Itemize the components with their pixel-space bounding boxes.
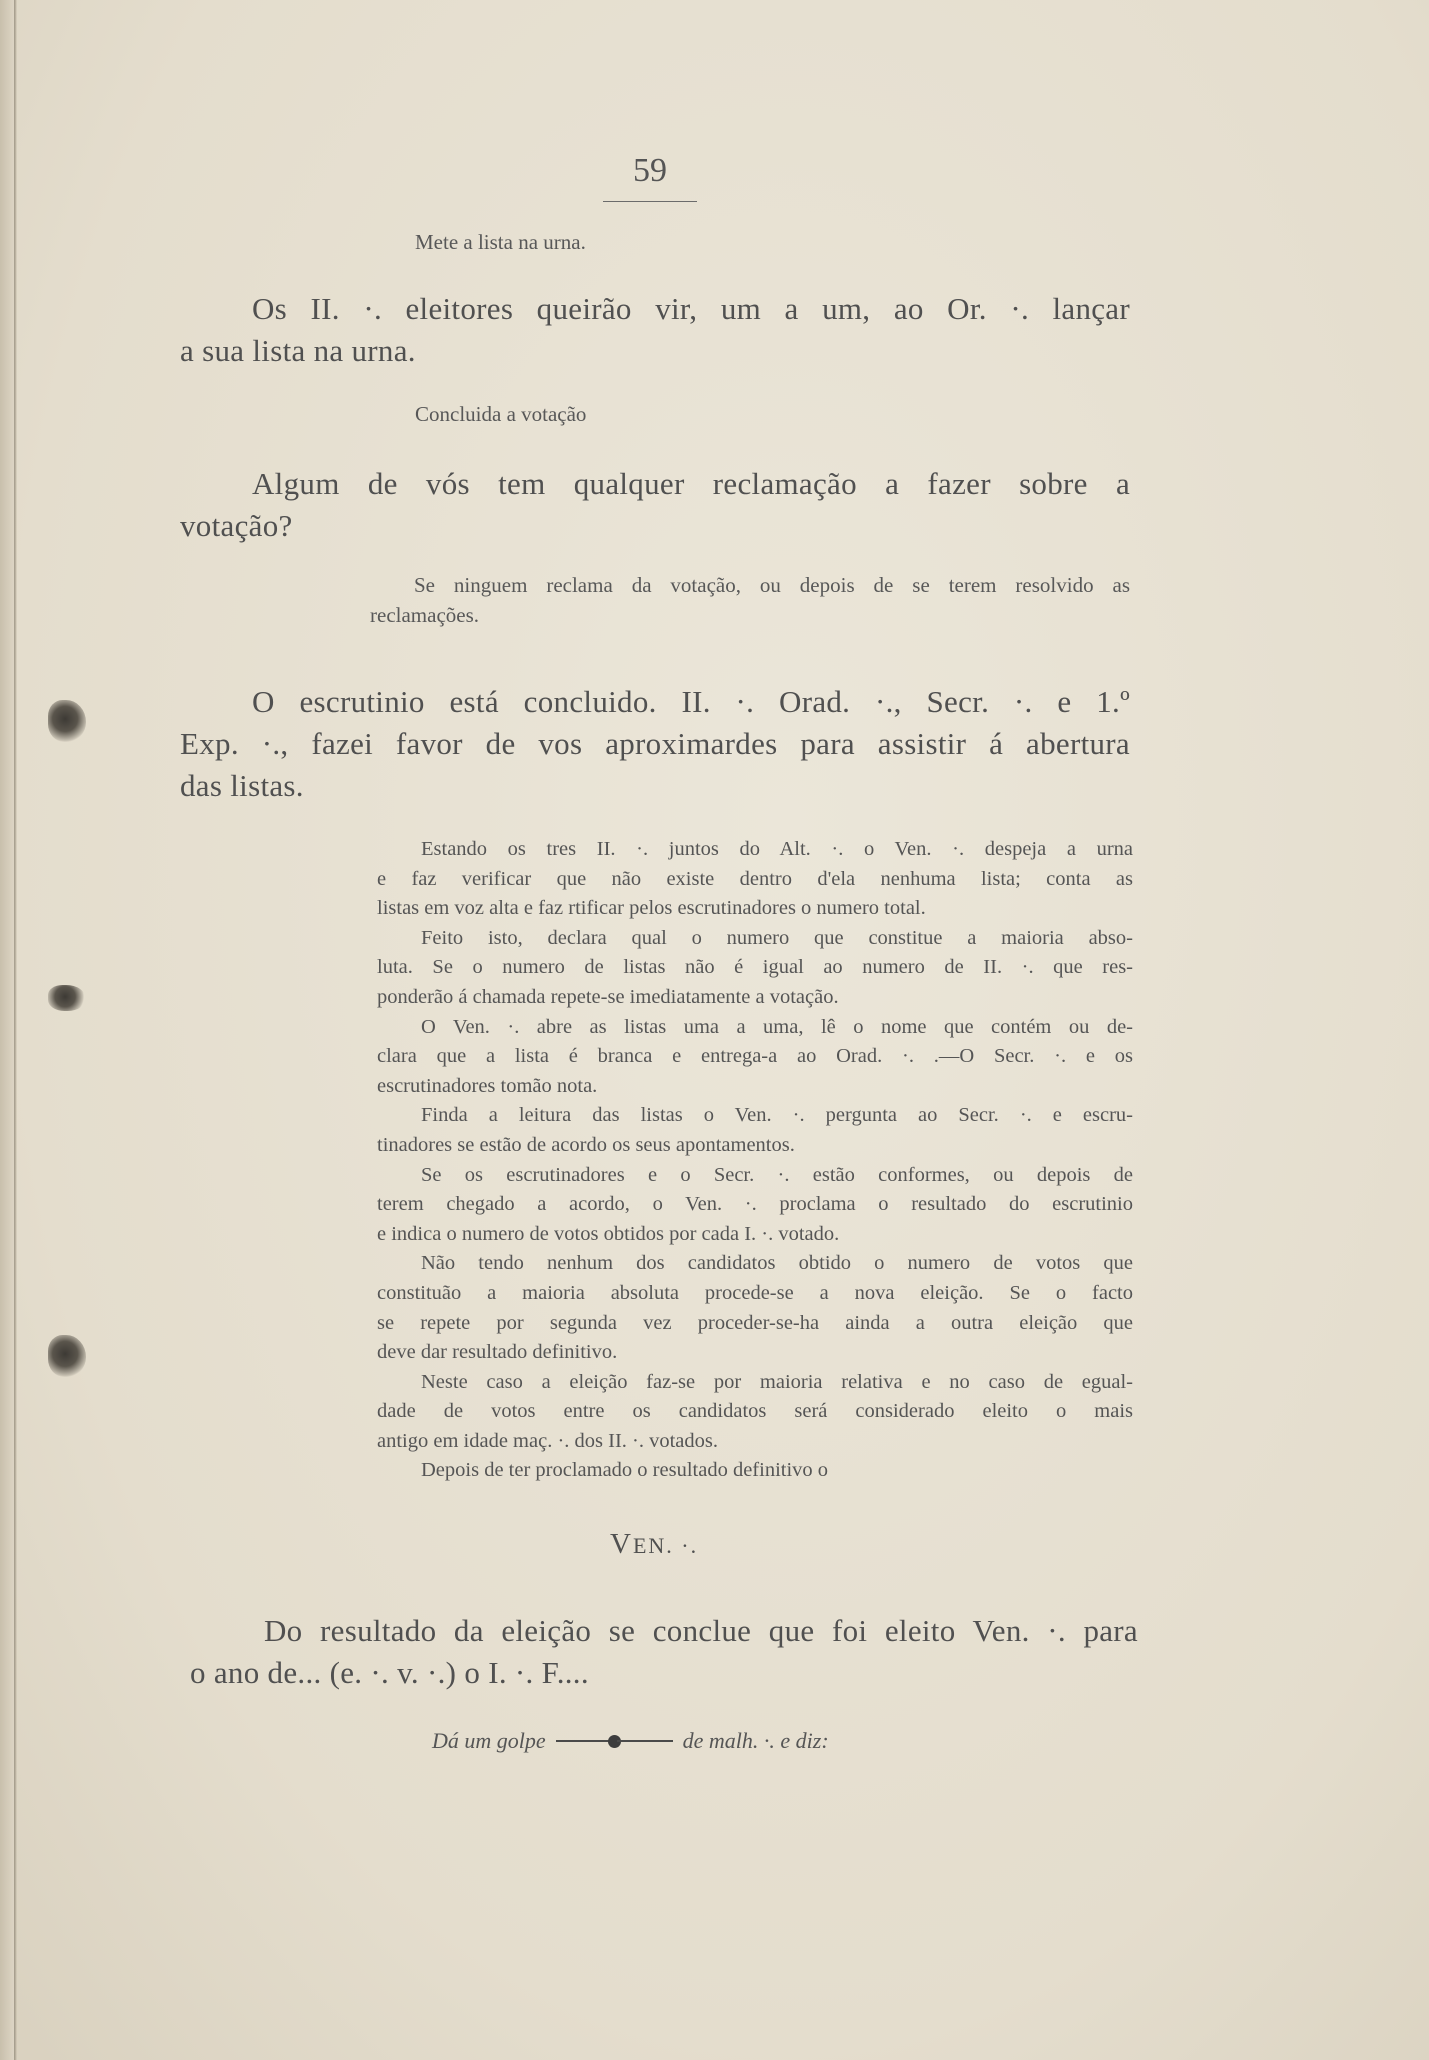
procedure-line-19: Neste caso a eleição faz-se por maioria relativa e no caso de egual- (421, 1370, 1133, 1393)
speech-4-line-1: Do resultado da eleição se conclue que foi eleito Ven. ·. para (264, 1613, 1138, 1648)
procedure-line-10: Finda a leitura das listas o Ven. ·. pergunta ao Secr. ·. e escru- (421, 1104, 1133, 1127)
speech-2 (180, 463, 1130, 547)
procedure-line-2: e faz verificar que não existe dentro d'ela nenhuma lista; conta as (377, 867, 1133, 890)
stage-direction-3-line-2: reclamações. (370, 603, 480, 627)
procedure-line-14: e indica o numero de votos obtidos por cada I. ·. votado. (377, 1222, 840, 1245)
binding-edge (14, 0, 17, 2060)
speech-4 (190, 1610, 1138, 1694)
gavel-rule-right (617, 1740, 673, 1742)
page-number-rule (603, 201, 697, 202)
procedure-line-6: ponderão á chamada repete-se imediatamente a votação. (377, 985, 839, 1008)
procedure-line-7: O Ven. ·. abre as listas uma a uma, lê o nome que contém ou de- (421, 1015, 1133, 1038)
speech-2-line-2: votação? (180, 508, 293, 543)
speech-3-line-3: das listas. (180, 768, 304, 803)
closing-text-after: de malh. ·. e diz: (682, 1728, 829, 1753)
procedure-line-22: Depois de ter proclamado o resultado definitivo o (421, 1459, 829, 1482)
closing-stage-direction (432, 1728, 829, 1754)
speech-3-line-1: O escrutinio está concluido. II. ·. Orad. ·., Secr. ·. e 1.º (252, 684, 1130, 719)
speech-3-line-2: Exp. ·., fazei favor de vos aproximardes para assistir á abertura (180, 726, 1130, 761)
stage-direction-1: Mete a lista na urna. (415, 230, 586, 254)
stage-direction-3-line-1: Se ninguem reclama da votação, ou depois de se terem resolvido as (414, 573, 1130, 597)
punch-hole-3 (48, 1335, 86, 1377)
procedure-line-17: se repete por segunda vez proceder-se-ha ainda a outra eleição que (377, 1311, 1133, 1334)
speech-1-line-1: Os II. ·. eleitores queirão vir, um a um, ao Or. ·. lançar (252, 291, 1130, 326)
procedure-line-9: escrutinadores tomão nota. (377, 1074, 598, 1097)
procedure-line-16: constituão a maioria absoluta procede-se a nova eleição. Se o facto (377, 1281, 1133, 1304)
procedure-line-1: Estando os tres II. ·. juntos do Alt. ·. o Ven. ·. despeja a urna (421, 838, 1133, 860)
speech-4-line-2: o ano de... (e. ·. v. ·.) o I. ·. F.... (190, 1655, 589, 1690)
speaker-rest: EN. ·. (632, 1533, 699, 1558)
procedure-line-11: tinadores se estão de acordo os seus apontamentos. (377, 1133, 795, 1156)
procedure-text (377, 835, 1133, 1486)
procedure-line-12: Se os escrutinadores e o Secr. ·. estão conformes, ou depois de (421, 1163, 1133, 1186)
stage-direction-3 (370, 570, 1130, 630)
gavel-knock-mark (556, 1735, 673, 1748)
speech-3 (180, 681, 1130, 807)
punch-hole-1 (48, 700, 86, 742)
procedure-line-3: listas em voz alta e faz rtificar pelos escrutinadores o numero total. (377, 897, 926, 920)
page-number: 59 (633, 152, 667, 189)
speech-1-line-2: a sua lista na urna. (180, 333, 416, 368)
punch-hole-2 (48, 985, 86, 1011)
procedure-line-21: antigo em idade maç. ·. dos II. ·. votados. (377, 1429, 719, 1452)
binding-shadow (0, 0, 14, 2060)
stage-direction-2: Concluida a votação (415, 402, 587, 426)
procedure-line-15: Não tendo nenhum dos candidatos obtido o numero de votos que (421, 1252, 1133, 1275)
procedure-line-20: dade de votos entre os candidatos será considerado eleito o mais (377, 1400, 1133, 1423)
closing-text-before: Dá um golpe (432, 1728, 546, 1753)
speaker-label (610, 1528, 698, 1561)
speech-2-line-1: Algum de vós tem qualquer reclamação a fazer sobre a (252, 466, 1130, 501)
procedure-line-4: Feito isto, declara qual o numero que constitue a maioria abso- (421, 926, 1133, 949)
speaker-initial: V (610, 1528, 633, 1560)
speech-1 (180, 288, 1130, 372)
procedure-line-18: deve dar resultado definitivo. (377, 1341, 618, 1364)
procedure-line-5: luta. Se o numero de listas não é igual ao numero de II. ·. que res- (377, 956, 1133, 979)
procedure-line-8: clara que a lista é branca e entrega-a ao Orad. ·. .—O Secr. ·. e os (377, 1045, 1133, 1068)
procedure-line-13: terem chegado a acordo, o Ven. ·. proclama o resultado do escrutinio (377, 1193, 1133, 1216)
gavel-rule-left (556, 1740, 612, 1742)
